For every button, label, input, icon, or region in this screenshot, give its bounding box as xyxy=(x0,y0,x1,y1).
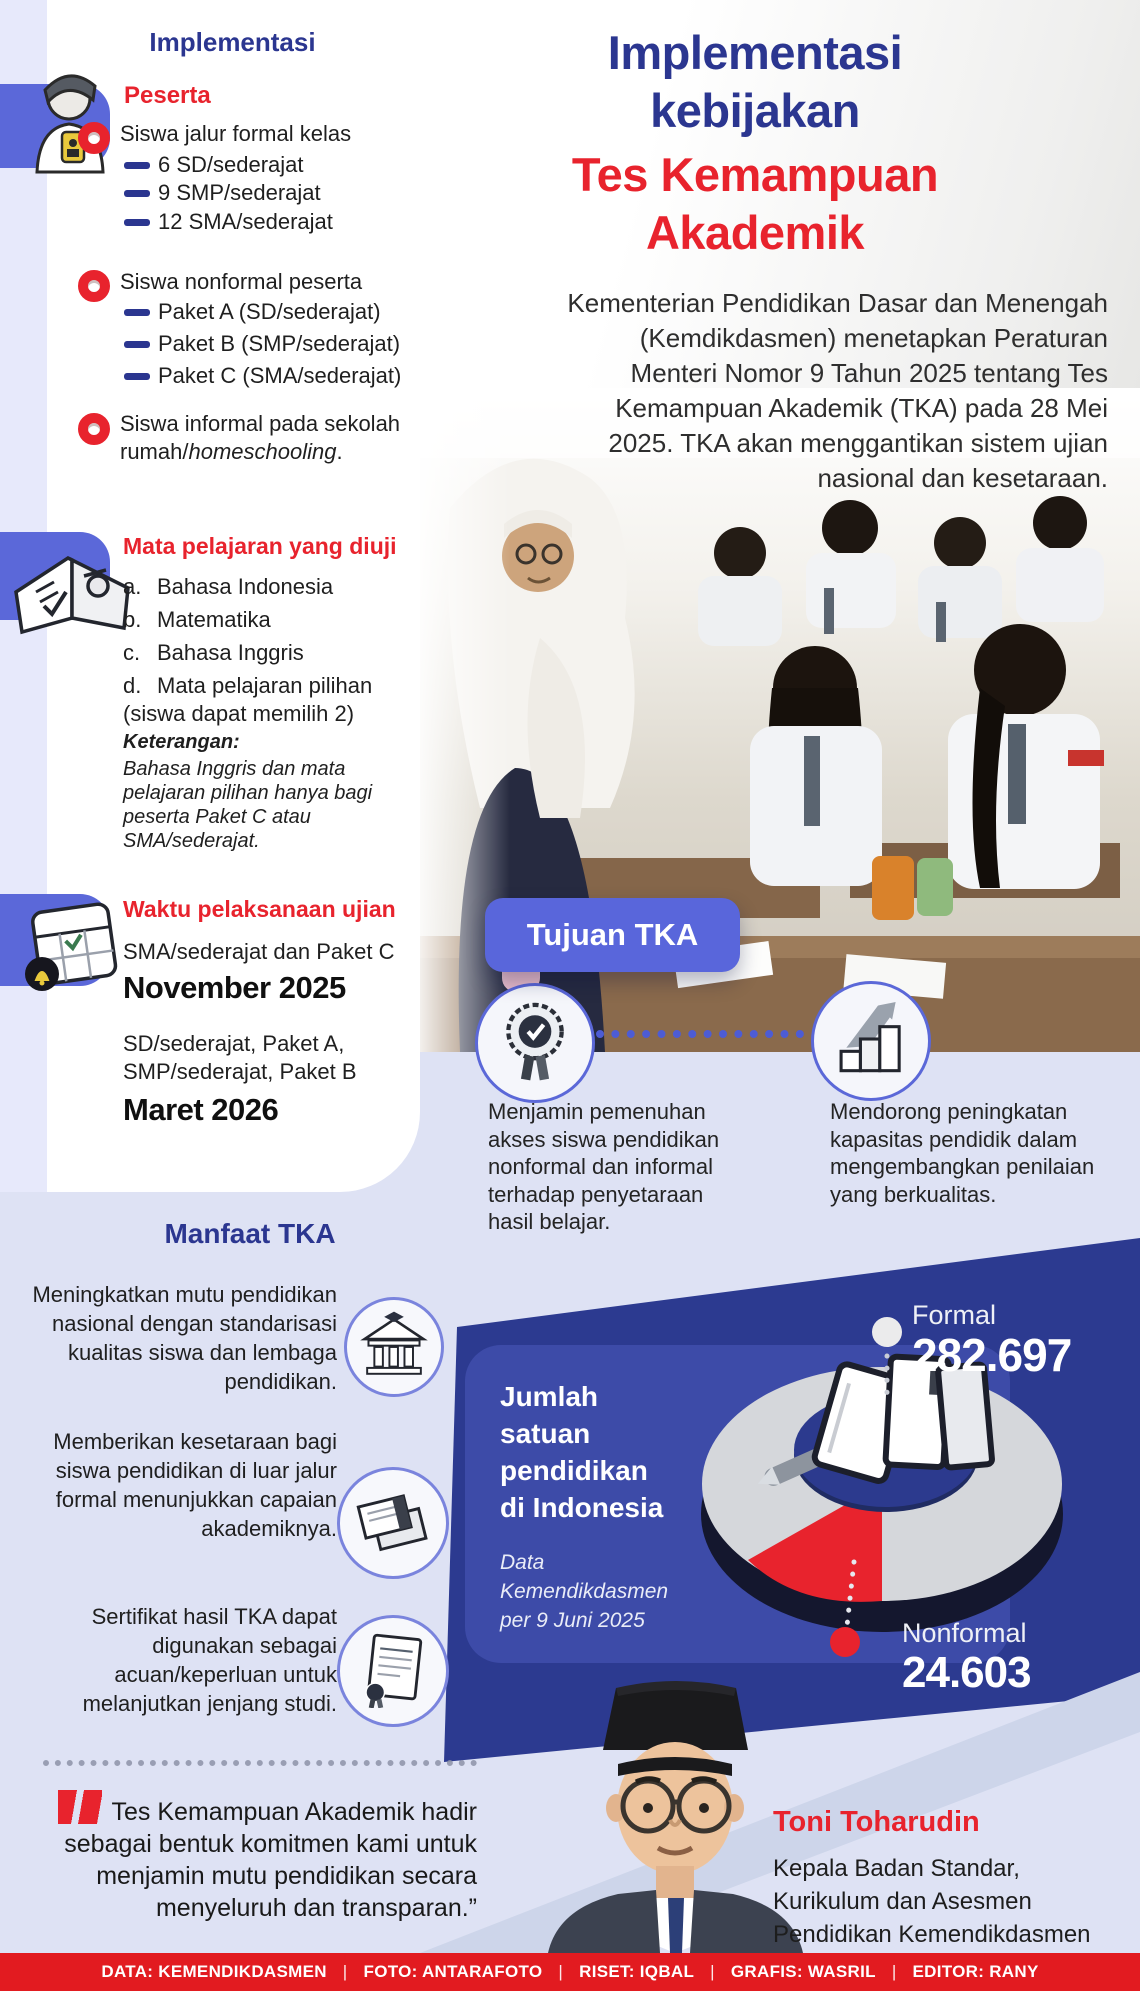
nonformal-label: Nonformal xyxy=(902,1618,1027,1648)
dash-icon xyxy=(124,309,150,316)
credit-separator: | xyxy=(891,1962,897,1981)
nonformal-callout-dot xyxy=(830,1627,860,1657)
subject-letter: a. xyxy=(123,574,142,599)
subject-letter: c. xyxy=(123,640,141,665)
left-section-header: Implementasi xyxy=(149,27,316,57)
paket-item: Paket B (SMP/sederajat) xyxy=(158,331,401,356)
goal-text: Mendorong peningkatan kapasitas pendidik dalam mengembangkan penilaian yang berkualitas. xyxy=(830,1099,1095,1207)
quote-text: Tes Kemampuan Akademik hadir sebagai bentuk komitmen kami untuk menjamin mutu pendidikan secara menyeluruh dan transparan.” xyxy=(64,1798,477,1922)
paket-item: Paket C (SMA/sederajat) xyxy=(158,363,402,388)
dash-icon xyxy=(124,341,150,348)
subject-letter: b. xyxy=(123,607,142,632)
person-badge-icon xyxy=(22,56,114,183)
speaker-portrait xyxy=(548,1680,803,1958)
goals-connector-dotted-line xyxy=(596,1030,804,1038)
dotted-separator xyxy=(43,1760,477,1766)
schedule-date: Maret 2026 xyxy=(123,1092,279,1127)
speaker-role: Kepala Badan Standar, Kurikulum dan Asesmen Pendidikan Kemendikdasmen xyxy=(773,1855,1091,1948)
grade-item: 6 SD/sederajat xyxy=(158,152,304,177)
bullet-icon xyxy=(78,270,110,302)
dash-icon xyxy=(124,162,150,169)
formal-callout-dot xyxy=(872,1317,902,1347)
participant-title: Peserta xyxy=(124,82,211,109)
manfaat-title: Manfaat TKA xyxy=(164,1218,336,1249)
benefit-text: Meningkatkan mutu pendidikan nasional dengan standarisasi kualitas siswa dan lembaga pendidikan. xyxy=(32,1282,337,1394)
bullet-icon xyxy=(78,122,110,154)
dash-icon xyxy=(124,219,150,226)
credit-item: DATA: KEMENDIKDASMEN xyxy=(101,1962,327,1981)
subject-item xyxy=(123,639,304,667)
subject-item xyxy=(123,573,333,601)
tujuan-badge xyxy=(485,898,740,972)
informal-suffix: . xyxy=(336,439,343,464)
schedule-title: Waktu pelaksanaan ujian xyxy=(123,896,396,922)
informal-italic: homeschooling xyxy=(188,439,337,464)
schedule-scope: SMA/sederajat dan Paket C xyxy=(123,939,395,964)
grade-item: 9 SMP/sederajat xyxy=(158,180,321,205)
grade-item: 12 SMA/sederajat xyxy=(158,209,333,234)
benefit-icon-circle xyxy=(337,1467,449,1579)
benefit-text: Memberikan kesetaraan bagi siswa pendidikan di luar jalur formal menunjukkan capaian akademiknya. xyxy=(53,1429,337,1541)
credit-item: RISET: IQBAL xyxy=(579,1962,695,1981)
goal-icon-circle xyxy=(475,983,595,1103)
stairs-up-icon xyxy=(827,993,915,1090)
goal-icon-circle xyxy=(811,981,931,1101)
subject-text: Bahasa Indonesia xyxy=(157,574,334,599)
page-title-main: Tes Kemampuan Akademik xyxy=(571,148,939,259)
credit-item: GRAFIS: WASRIL xyxy=(730,1962,876,1981)
chart-title: Jumlah satuan pendidikan di Indonesia xyxy=(500,1381,664,1523)
certificate-icon xyxy=(354,1630,432,1713)
page-title-top: Implementasi kebijakan xyxy=(607,26,903,137)
subject-text: Mata pelajaran pilihan (siswa dapat memilih 2) xyxy=(123,673,373,726)
subject-item xyxy=(123,606,271,634)
intro-paragraph: Kementerian Pendidikan Dasar dan Menengah (Kemdikdasmen) menetapkan Peraturan Menteri Nomor 9 Tahun 2025 tentang Tes Kemampuan Akademik (TKA) pada 28 Mei 2025. TKA akan menggantikan sistem ujian nasional dan kesetaraan. xyxy=(567,288,1108,493)
benefit-icon-circle xyxy=(344,1297,444,1397)
goal-text: Menjamin pemenuhan akses siswa pendidikan nonformal dan informal terhadap penyetaraan hasil belajar. xyxy=(488,1099,720,1234)
subjects-title: Mata pelajaran yang diuji xyxy=(123,533,397,559)
bullet-icon xyxy=(78,413,110,445)
credit-separator: | xyxy=(558,1962,564,1981)
benefit-text: Sertifikat hasil TKA dapat digunakan sebagai acuan/keperluan untuk melanjutkan jenjang studi. xyxy=(82,1604,337,1716)
note-body: Bahasa Inggris dan mata pelajaran pilihan hanya bagi peserta Paket C atau SMA/sederajat. xyxy=(123,758,373,852)
credit-item: FOTO: ANTARAFOTO xyxy=(363,1962,543,1981)
calendar-alarm-icon xyxy=(18,898,122,1003)
note-title: Keterangan: xyxy=(123,731,240,753)
paket-item: Paket A (SD/sederajat) xyxy=(158,299,381,324)
formal-label: Formal xyxy=(912,1300,997,1330)
chart-source: Data Kemendikdasmen per 9 Juni 2025 xyxy=(500,1551,669,1632)
schedule-date: November 2025 xyxy=(123,970,346,1005)
credit-item: EDITOR: RANY xyxy=(912,1962,1039,1981)
credit-separator: | xyxy=(710,1962,715,1981)
institution-icon xyxy=(358,1309,430,1386)
participant-group-informal xyxy=(120,410,435,466)
schedule-scope: SD/sederajat, Paket A, SMP/sederajat, Paket B xyxy=(123,1031,357,1084)
credits-bar xyxy=(0,1953,1140,1991)
books-icon xyxy=(353,1483,433,1564)
dash-icon xyxy=(124,373,150,380)
formal-value: 282.697 xyxy=(912,1329,1072,1381)
open-book-icon xyxy=(6,540,134,641)
quote-block xyxy=(32,1790,477,1924)
subject-item xyxy=(123,672,405,728)
subject-text: Bahasa Inggris xyxy=(157,640,304,665)
informal-text: Siswa informal pada sekolah rumah/ xyxy=(120,411,401,464)
dash-icon xyxy=(124,190,150,197)
subject-letter: d. xyxy=(123,673,142,698)
subject-text: Matematika xyxy=(157,607,271,632)
speaker-name: Toni Toharudin xyxy=(773,1806,980,1838)
participant-group-nonformal: Siswa nonformal peserta xyxy=(120,269,363,294)
nonformal-value: 24.603 xyxy=(902,1648,1031,1697)
participant-group-formal: Siswa jalur formal kelas xyxy=(120,121,352,146)
quote-mark-icon xyxy=(58,1790,102,1824)
credit-separator: | xyxy=(342,1962,348,1981)
benefit-icon-circle xyxy=(337,1615,449,1727)
tujuan-badge-label: Tujuan TKA xyxy=(526,917,699,952)
medal-check-icon xyxy=(492,993,578,1094)
